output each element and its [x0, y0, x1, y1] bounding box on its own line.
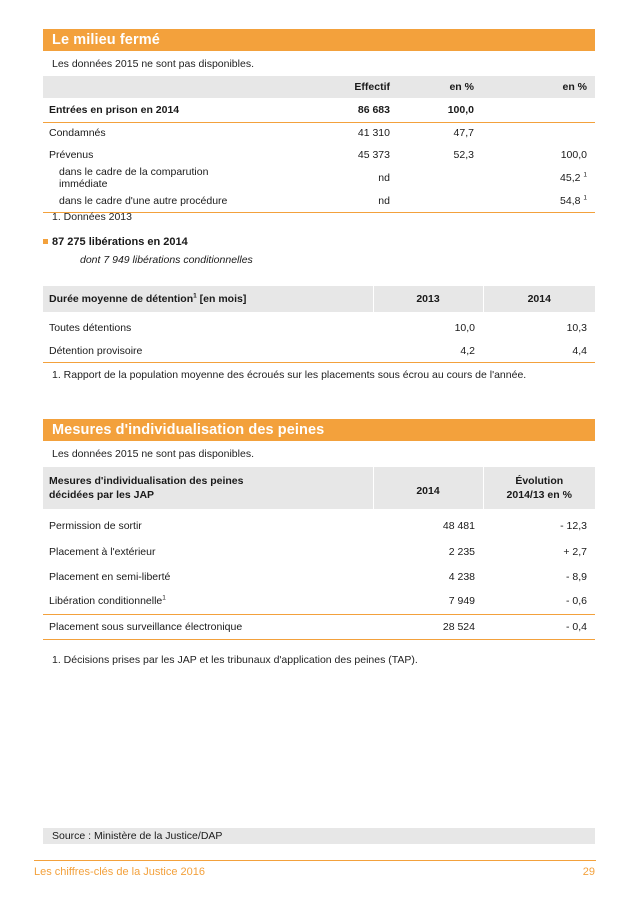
header-cell-2014: 2014: [373, 467, 483, 509]
header-line: 2014/13 en %: [506, 489, 572, 501]
section-note: Les données 2015 ne sont pas disponibles.: [52, 448, 254, 460]
row-pct2: 54,8 $^1$: [496, 190, 595, 212]
row-label: dans le cadre de la comparution immédiate: [59, 166, 209, 190]
row-label: Permission de sortir: [49, 520, 142, 532]
header-cell-mesures: [43, 467, 373, 509]
row-evolution: - 0,4: [483, 614, 595, 639]
row-label: Placement en semi-liberté: [49, 570, 171, 583]
header-cell-empty: [43, 76, 256, 98]
row-label: Placement sous surveillance électronique: [43, 614, 373, 639]
bullet-sub-text: dont 7 949 libérations conditionnelles: [80, 254, 253, 266]
row-evolution: + 2,7: [563, 545, 587, 558]
row-2014: 7 949: [448, 595, 475, 608]
table-row: [43, 190, 595, 212]
table-row: [43, 122, 595, 144]
row-effectif: 86 683: [256, 98, 390, 122]
table-footnote: 1. Décisions prises par les JAP et les tribunaux d'application des peines (TAP).: [52, 654, 418, 666]
page-number: 29: [582, 866, 595, 878]
row-pct2: 100,0: [560, 149, 587, 161]
header-line: Évolution: [515, 475, 564, 487]
header-cell-en-pct-2: en %: [496, 76, 595, 98]
section-title-milieu-ferme: Le milieu fermé: [43, 29, 595, 51]
header-cell-2013: 2013: [373, 286, 483, 312]
liberations-bullet: [43, 236, 188, 248]
table-header-row: [43, 76, 595, 98]
table-row: [43, 589, 595, 614]
table-row: [43, 144, 595, 166]
footer-publication-title: Les chiffres-clés de la Justice 2016: [34, 866, 205, 878]
header-line: Mesures d'individualisation des peines: [49, 475, 244, 487]
table-footnote: 1. Données 2013: [52, 211, 132, 223]
footer-divider: [34, 860, 596, 861]
header-cell-effectif: Effectif: [256, 76, 390, 98]
table-row: [43, 564, 595, 589]
table-row: [43, 340, 595, 362]
row-effectif: 45 373: [357, 149, 390, 161]
table-row: [43, 166, 595, 190]
row-effectif: nd: [378, 172, 390, 184]
row-label: Placement à l'extérieur: [49, 545, 156, 558]
row-2013: 10,0: [454, 322, 475, 334]
header-cell-evolution: [483, 467, 595, 509]
row-2014: 2 235: [448, 545, 475, 558]
row-label: Prévenus: [49, 149, 94, 161]
square-bullet-icon: [43, 239, 48, 244]
row-effectif: nd: [256, 190, 390, 212]
table-header-row: [43, 467, 595, 509]
row-evolution: - 12,3: [560, 520, 587, 532]
row-2014: 4,4: [483, 340, 595, 362]
row-label: dans le cadre d'une autre procédure: [43, 190, 256, 212]
row-label: Libération conditionnelle$^1$: [49, 594, 166, 608]
row-label: Condamnés: [49, 127, 106, 140]
table-row: [43, 614, 595, 639]
table-footnote: 1. Rapport de la population moyenne des écroués sur les placements sous écrou au cours de l'année.: [52, 369, 527, 381]
row-pct2: 45,2 $^1$: [560, 171, 587, 184]
table-duree-detention: [43, 286, 595, 363]
row-pct1: 52,3: [453, 149, 474, 161]
row-pct1: 100,0: [390, 98, 496, 122]
row-label: Détention provisoire: [43, 340, 373, 362]
row-2014: 10,3: [566, 322, 587, 334]
row-label: Entrées en prison en 2014: [43, 98, 256, 122]
row-2014: 4 238: [448, 570, 475, 583]
row-label: Toutes détentions: [49, 322, 132, 334]
row-pct2: [496, 122, 595, 144]
table-header-row: [43, 286, 595, 312]
section-title-mesures: Mesures d'individualisation des peines: [43, 419, 595, 441]
row-pct1: [390, 166, 496, 190]
row-evolution: - 0,6: [565, 595, 587, 608]
source-bar: Source : Ministère de la Justice/DAP: [43, 828, 595, 844]
row-pct1: [390, 190, 496, 212]
table-row: [43, 509, 595, 539]
section-note: Les données 2015 ne sont pas disponibles.: [52, 58, 254, 70]
table-entrees-prison: [43, 76, 595, 213]
row-2013: 4,2: [373, 340, 483, 362]
row-pct2: [496, 98, 595, 122]
row-pct1: 47,7: [453, 127, 474, 140]
row-effectif: 41 310: [357, 127, 390, 140]
table-row: [43, 98, 595, 122]
header-line: décidées par les JAP: [49, 489, 155, 501]
row-2014: 28 524: [373, 614, 483, 639]
table-mesures-individualisation: [43, 467, 595, 640]
row-evolution: - 8,9: [565, 570, 587, 583]
header-cell-duree: Durée moyenne de détention$^1$ [en mois]: [43, 286, 373, 312]
header-cell-en-pct-1: en %: [390, 76, 496, 98]
table-row: [43, 539, 595, 564]
bullet-main-text: 87 275 libérations en 2014: [52, 236, 188, 248]
table-row: [43, 312, 595, 340]
header-cell-2014: 2014: [483, 286, 595, 312]
row-2014: 48 481: [442, 520, 475, 532]
